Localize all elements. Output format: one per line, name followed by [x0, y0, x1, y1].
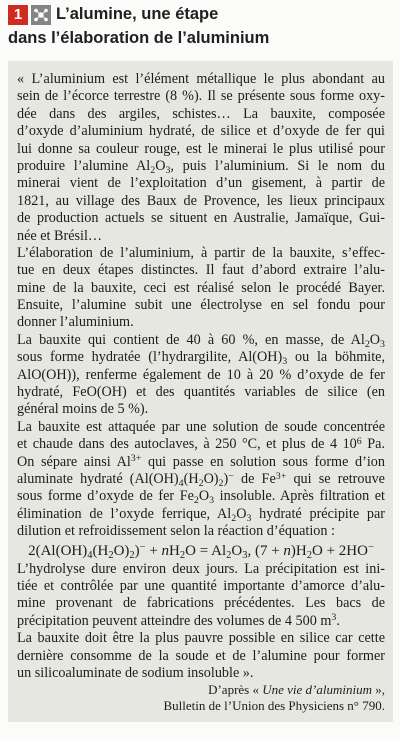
superscript: 3+	[130, 453, 142, 465]
text-run: O)	[113, 542, 130, 559]
text-line	[17, 595, 385, 612]
text-run: D’après «	[208, 682, 263, 698]
text-line	[17, 630, 385, 647]
subscript: 2	[150, 164, 156, 176]
paragraph	[17, 245, 385, 332]
text-run: de production actuels se situent en Australie, Jamaïque, Gui-	[17, 210, 385, 227]
chemical-equation	[17, 541, 385, 561]
text-line	[17, 228, 385, 245]
text-run: )H	[290, 542, 307, 559]
superscript: −	[228, 470, 234, 482]
text-run: .	[336, 612, 340, 629]
text-line	[17, 665, 385, 682]
subscript: 2	[306, 549, 312, 561]
text-line	[17, 123, 385, 140]
text-run: hydraté, FeO(OH) et des quantités variables de silice (en	[17, 384, 385, 401]
text-run: qui se retrouve	[286, 470, 385, 487]
text-run: 1821, au village des Baux de Provence, les lieux principaux	[17, 192, 385, 209]
text-run: ou la böhmite,	[287, 349, 385, 366]
text-run: mine provenant de fabrications précédentes. Les bacs de	[17, 595, 385, 612]
paragraph	[17, 630, 385, 682]
text-line	[17, 401, 385, 418]
text-run: )	[223, 470, 229, 487]
text-run: (H	[92, 542, 109, 559]
text-run: On sépare ainsi Al	[17, 453, 131, 470]
text-line	[17, 71, 385, 88]
text-line	[17, 648, 385, 665]
text-line	[17, 506, 385, 523]
molecule-icon-graphic	[31, 5, 51, 25]
text-line	[17, 384, 385, 401]
title-line: dans l’élaboration de l’aluminium	[8, 29, 270, 47]
text-line	[17, 297, 385, 314]
subscript: 2	[226, 549, 232, 561]
text-line	[17, 367, 385, 384]
text-line	[17, 613, 385, 630]
italic-text: n	[283, 542, 291, 559]
paragraph	[17, 419, 385, 541]
subscript: 2	[129, 549, 135, 561]
text-line	[17, 523, 385, 540]
paragraph	[17, 561, 385, 631]
text-run: sein de l’écorce terrestre (8 %). Il se présente sous forme oxy-	[17, 88, 385, 105]
text-run: tiée et contrôlée par une quantité importante d’amorce d’alu-	[17, 577, 385, 594]
molecule-icon	[31, 5, 51, 25]
text-run: »,	[372, 682, 385, 698]
text-run: un silicoaluminate de sodium insoluble ».	[17, 664, 254, 681]
text-run: La bauxite doit être la plus pauvre possible en silice car cette	[17, 630, 385, 647]
text-run: née et Brésil…	[17, 227, 103, 244]
text-line	[17, 106, 385, 123]
superscript: −	[139, 541, 146, 553]
text-line	[17, 454, 385, 471]
text-run: qui passe en solution sous forme d’ion	[141, 453, 385, 470]
text-run: )	[134, 542, 140, 559]
text-line	[17, 210, 385, 227]
subscript: 2	[231, 512, 237, 524]
text-run: O	[198, 488, 210, 505]
superscript: 3+	[275, 470, 287, 482]
text-run: « L’aluminium est l’élément métallique le plus abondant au	[17, 71, 385, 87]
text-run: , (7 +	[247, 542, 284, 559]
text-run: Bulletin de l’Union des Physiciens n° 790.	[163, 698, 385, 714]
subscript: 3	[246, 512, 252, 524]
subscript: 3	[282, 356, 288, 368]
subscript: 2	[364, 338, 370, 350]
text-line	[17, 193, 385, 210]
text-line	[17, 262, 385, 279]
subscript: 2	[193, 495, 199, 507]
paragraph	[17, 71, 385, 245]
text-run: élimination de l’oxyde ferrique, Al	[17, 505, 232, 522]
text-run: O	[155, 157, 166, 174]
text-run: La bauxite est attaquée par une solution de soude concentrée	[17, 418, 385, 435]
document-excerpt-box	[8, 61, 393, 722]
subscript: 2	[179, 549, 186, 561]
subscript: 4	[178, 477, 184, 489]
text-run: dernière consomme de la soude et de l’alumine pour former	[17, 647, 385, 664]
text-line	[17, 280, 385, 297]
text-run: lui donne sa couleur rouge, est le minerai le plus utilisé pour	[17, 140, 385, 157]
text-line	[17, 245, 385, 262]
text-line	[17, 561, 385, 578]
text-run: O	[369, 331, 381, 348]
superscript: −	[367, 541, 374, 553]
subscript: 2	[198, 477, 204, 489]
text-run: dée dans des argiles, schistes… La bauxite, composée	[17, 105, 385, 122]
subscript: 4	[87, 549, 93, 561]
title-line: L’alumine, une étape	[56, 5, 219, 23]
subscript: 2	[108, 549, 114, 561]
paragraph	[17, 332, 385, 419]
text-line	[17, 175, 385, 192]
text-run: O = Al	[185, 542, 227, 559]
text-line	[17, 578, 385, 595]
text-run: sous forme hydratée (l’hydrargilite, Al(OH)	[17, 349, 283, 366]
subscript: 3	[380, 338, 385, 350]
text-run: H	[169, 542, 180, 559]
text-run: général moins de 5 %).	[17, 401, 149, 418]
text-run: O	[236, 505, 247, 522]
subscript: 3	[165, 164, 171, 176]
italic-text: n	[161, 542, 170, 559]
source-line	[17, 698, 385, 714]
source-line	[17, 682, 385, 698]
text-run: d’oxyde d’aluminium hydraté, de silice et d’oxyde de fer qui	[17, 123, 385, 140]
subscript: 2	[218, 477, 224, 489]
text-run: , puis l’aluminium. Si le nom du	[170, 157, 385, 174]
text-run: (H	[183, 470, 199, 487]
text-run: et chaude dans des autoclaves, à 250 °C, et plus de 4 10	[17, 436, 357, 453]
superscript: 3	[331, 612, 337, 624]
text-line	[17, 332, 385, 349]
text-run: L’hydrolyse dure environ deux jours. La précipitation est ini-	[17, 560, 385, 577]
text-run: O + 2HO	[312, 542, 368, 559]
text-run: dilution et refroidissement selon la réaction d’équation :	[17, 523, 335, 540]
text-run: minerai vient de l’exploitation d’un gisement, à partir de	[17, 175, 385, 192]
text-line	[17, 488, 385, 505]
text-line	[17, 158, 385, 175]
text-line	[17, 419, 385, 436]
text-run: de Fe	[233, 470, 276, 487]
text-run: 2(Al(OH)	[28, 542, 88, 559]
section-number-badge: 1	[8, 5, 28, 25]
text-run: O)	[203, 470, 219, 487]
text-run: O	[231, 542, 243, 559]
text-run: Ensuite, l’alumine subit une électrolyse en sel fondu pour	[17, 297, 385, 314]
text-run: Pa.	[361, 436, 386, 453]
source-citation	[17, 682, 385, 714]
text-run: +	[145, 542, 162, 559]
excerpt-text	[17, 71, 385, 682]
subscript: 3	[242, 549, 248, 561]
subscript: 3	[209, 495, 215, 507]
text-run: L’élaboration de l’aluminium, à partir de la bauxite, s’effec-	[17, 244, 385, 261]
text-run: aluminate hydraté (Al(OH)	[17, 470, 179, 487]
text-run: précipitation peuvent atteindre des volumes de 4 500 m	[17, 612, 332, 629]
text-line	[17, 349, 385, 366]
text-line	[17, 436, 385, 453]
text-line	[17, 88, 385, 105]
text-run: insoluble. Après filtration et	[214, 488, 385, 505]
text-run: La bauxite qui contient de 40 à 60 %, en masse, de Al	[17, 331, 365, 348]
text-line	[17, 471, 385, 488]
text-run: AlO(OH)), renferme également de 10 à 20 % d’oxyde de fer	[17, 366, 385, 383]
text-line	[17, 314, 385, 331]
italic-text: Une vie d’aluminium	[262, 682, 372, 698]
text-run: produire l’alumine Al	[17, 157, 151, 174]
text-run: hydraté précipite par	[251, 505, 385, 522]
superscript: 6	[356, 435, 362, 447]
text-line	[17, 141, 385, 158]
text-run: sous forme d’oxyde de fer Fe	[17, 488, 194, 505]
text-run: tue en deux étapes distinctes. Il faut d’abord extraire l’alu-	[17, 262, 385, 279]
text-run: donner l’aluminium.	[17, 314, 134, 331]
text-run: mine de la bauxite, ceci est réalisé selon le procédé Bayer.	[17, 279, 385, 296]
